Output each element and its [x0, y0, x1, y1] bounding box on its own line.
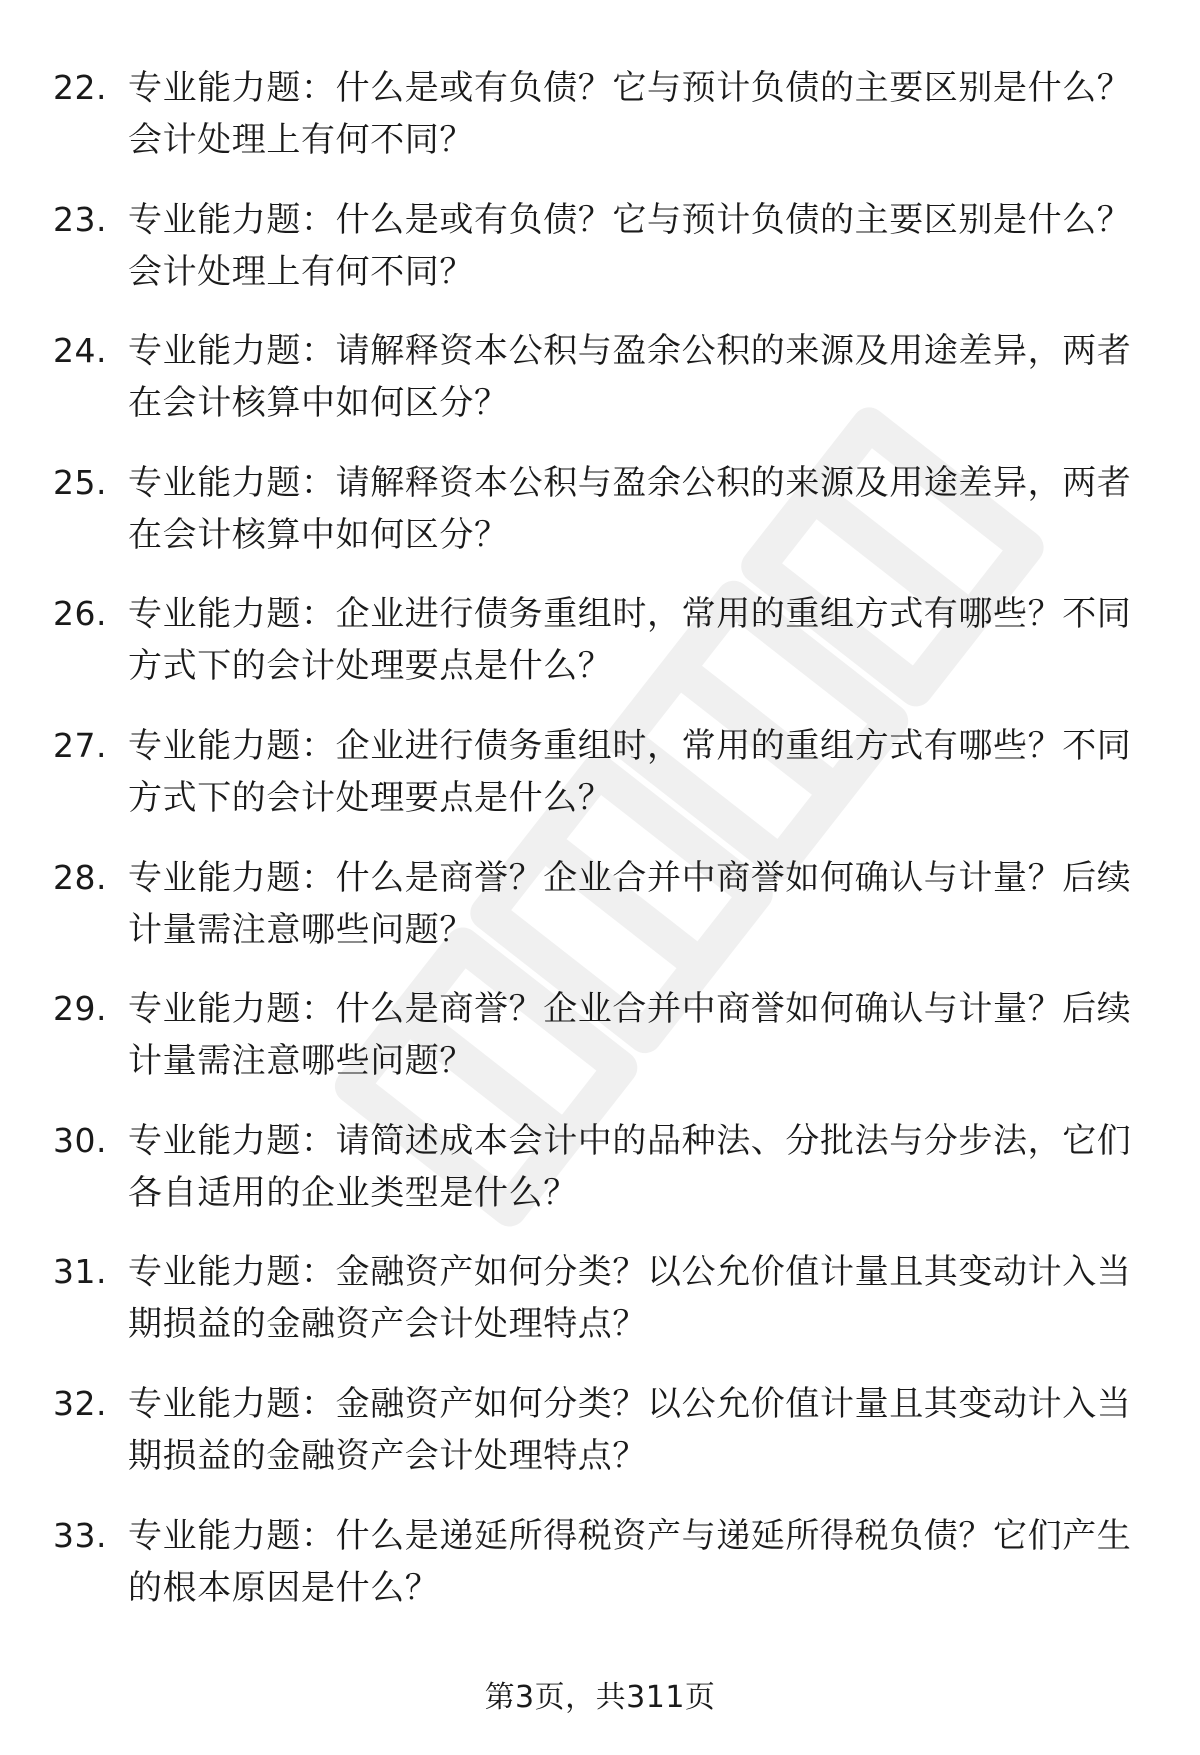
- question-number: 22.: [53, 68, 107, 107]
- question-text: 专业能力题：企业进行债务重组时，常用的重组方式有哪些？不同方式下的会计处理要点是什么？: [128, 594, 1132, 687]
- question-item: [0, 1246, 1200, 1378]
- question-item: [0, 194, 1200, 326]
- question-list: [0, 62, 1200, 1641]
- question-text: 专业能力题：什么是商誉？企业合并中商誉如何确认与计量？后续计量需注意哪些问题？: [128, 857, 1132, 950]
- question-text: 专业能力题：企业进行债务重组时，常用的重组方式有哪些？不同方式下的会计处理要点是什么？: [128, 725, 1132, 818]
- question-item: [0, 457, 1200, 589]
- question-number: 23.: [53, 199, 107, 239]
- question-number: 28.: [53, 857, 107, 897]
- question-text: 专业能力题：请简述成本会计中的品种法、分批法与分步法，它们各自适用的企业类型是什么？: [128, 1120, 1132, 1213]
- question-item: [0, 1378, 1200, 1510]
- question-item: [0, 983, 1200, 1115]
- question-number: 30.: [53, 1120, 107, 1160]
- question-text: 专业能力题：金融资产如何分类？以公允价值计量且其变动计入当期损益的金融资产会计处理特点？: [128, 1252, 1132, 1345]
- question-item: [0, 62, 1200, 194]
- question-item: [0, 1115, 1200, 1247]
- question-number: 29.: [53, 989, 107, 1029]
- question-number: 31.: [53, 1252, 107, 1292]
- question-text: 专业能力题：请解释资本公积与盈余公积的来源及用途差异，两者在会计核算中如何区分？: [128, 462, 1132, 555]
- question-number: 33.: [53, 1515, 107, 1555]
- question-number: 25.: [53, 462, 107, 502]
- question-text: 专业能力题：金融资产如何分类？以公允价值计量且其变动计入当期损益的金融资产会计处理特点？: [128, 1383, 1132, 1476]
- question-item: [0, 325, 1200, 457]
- question-text: 专业能力题：什么是或有负债？它与预计负债的主要区别是什么？会计处理上有何不同？: [128, 68, 1132, 160]
- question-text: 专业能力题：什么是商誉？企业合并中商誉如何确认与计量？后续计量需注意哪些问题？: [128, 989, 1132, 1082]
- question-number: 24.: [53, 331, 107, 371]
- question-item: [0, 588, 1200, 720]
- question-number: 26.: [53, 594, 107, 634]
- question-text: 专业能力题：什么是或有负债？它与预计负债的主要区别是什么？会计处理上有何不同？: [128, 199, 1132, 292]
- question-number: 32.: [53, 1383, 107, 1423]
- question-item: [0, 720, 1200, 852]
- question-item: [0, 1510, 1200, 1642]
- page-number: 第3页，共311页: [484, 1680, 716, 1715]
- question-text: 专业能力题：什么是递延所得税资产与递延所得税负债？它们产生的根本原因是什么？: [128, 1515, 1132, 1608]
- question-item: [0, 852, 1200, 984]
- question-text: 专业能力题：请解释资本公积与盈余公积的来源及用途差异，两者在会计核算中如何区分？: [128, 331, 1132, 424]
- question-number: 27.: [53, 725, 107, 765]
